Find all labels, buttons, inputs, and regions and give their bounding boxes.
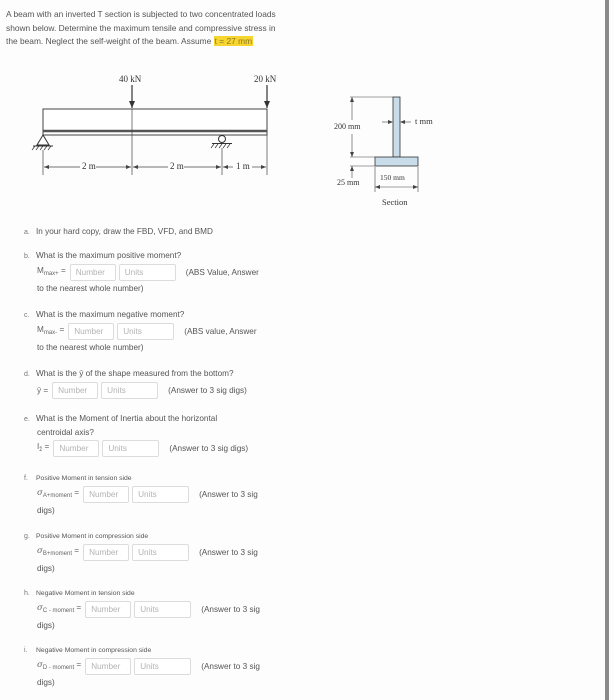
question-b: b. What is the maximum positive moment? $M_{max+}$ = Number Units (ABS Value, Answer to the nearest whole number): [24, 251, 259, 293]
question-g: g. Positive Moment in compression side $\sigma_{B+moment}$ = Number Units (Answer to 3 sig digs): [24, 533, 258, 573]
units-input[interactable]: Units: [117, 323, 174, 340]
symbol-sigma-b: $\sigma_{B+moment}$ =: [37, 546, 80, 557]
load-20kn-label: 20 kN: [254, 74, 277, 84]
number-input[interactable]: Number: [83, 544, 129, 561]
section-caption: Section: [382, 197, 408, 207]
number-input[interactable]: Number: [85, 658, 131, 675]
problem-text: A beam with an inverted T section is subjected to two concentrated loads shown below. Determine the maximum tensile and compressive stress in the beam. Neglect the self-weight of the beam. Assume: [6, 9, 276, 46]
question-i: i. Negative Moment in compression side $\sigma_{D - moment}$ = Number Units (Answer to 3 sig digs): [24, 647, 260, 687]
section-flange-width-label: 150 mm: [380, 173, 405, 182]
section-flange-thickness-label: 25 mm: [337, 178, 360, 187]
question-d: d. What is the ȳ of the shape measured from the bottom? ȳ = Number Units (Answer to 3 sig digs): [24, 367, 247, 400]
units-input[interactable]: Units: [132, 544, 189, 561]
units-input[interactable]: Units: [102, 440, 159, 457]
symbol-i-z: $I_{z̄}$ =: [37, 442, 50, 453]
question-a: a. In your hard copy, draw the FBD, VFD, and BMD: [24, 227, 213, 236]
section-web-label: t mm: [415, 116, 433, 126]
symbol-m-max-minus: $M_{max-}$ =: [37, 325, 65, 336]
highlighted-thickness: t = 27 mm: [214, 36, 253, 46]
symbol-m-max-plus: $M_{max+}$ =: [37, 266, 66, 277]
units-input[interactable]: Units: [134, 601, 191, 618]
dim-2m-a: 2 m: [82, 161, 96, 171]
units-input[interactable]: Units: [134, 658, 191, 675]
question-c: c. What is the maximum negative moment? $M_{max-}$ = Number Units (ABS value, Answer to the nearest whole number): [24, 310, 257, 352]
dim-1m: 1 m: [236, 161, 250, 171]
symbol-sigma-d: $\sigma_{D - moment}$ =: [37, 660, 82, 671]
load-40kn-label: 40 kN: [119, 74, 142, 84]
beam-diagram: [0, 0, 614, 220]
question-h: h. Negative Moment in tension side $\sigma_{C - moment}$ = Number Units (Answer to 3 sig digs): [24, 590, 260, 630]
dim-2m-b: 2 m: [170, 161, 184, 171]
number-input[interactable]: Number: [68, 323, 114, 340]
symbol-y-bar: ȳ =: [37, 386, 49, 395]
symbol-sigma-c: $\sigma_{C - moment}$ =: [37, 603, 82, 614]
number-input[interactable]: Number: [85, 601, 131, 618]
symbol-sigma-a: $\sigma_{A+moment}$ =: [37, 488, 80, 499]
number-input[interactable]: Number: [83, 486, 129, 503]
units-input[interactable]: Units: [119, 264, 176, 281]
section-height-label: 200 mm: [334, 122, 361, 131]
units-input[interactable]: Units: [101, 382, 158, 399]
question-f: f. Positive Moment in tension side $\sigma_{A+moment}$ = Number Units (Answer to 3 sig digs): [24, 475, 258, 515]
question-e: e. What is the Moment of Inertia about the horizontal centroidal axis? $I_{z̄}$ = Number Units (Answer to 3 sig digs): [24, 412, 248, 458]
number-input[interactable]: Number: [53, 440, 99, 457]
units-input[interactable]: Units: [132, 486, 189, 503]
number-input[interactable]: Number: [70, 264, 116, 281]
number-input[interactable]: Number: [52, 382, 98, 399]
